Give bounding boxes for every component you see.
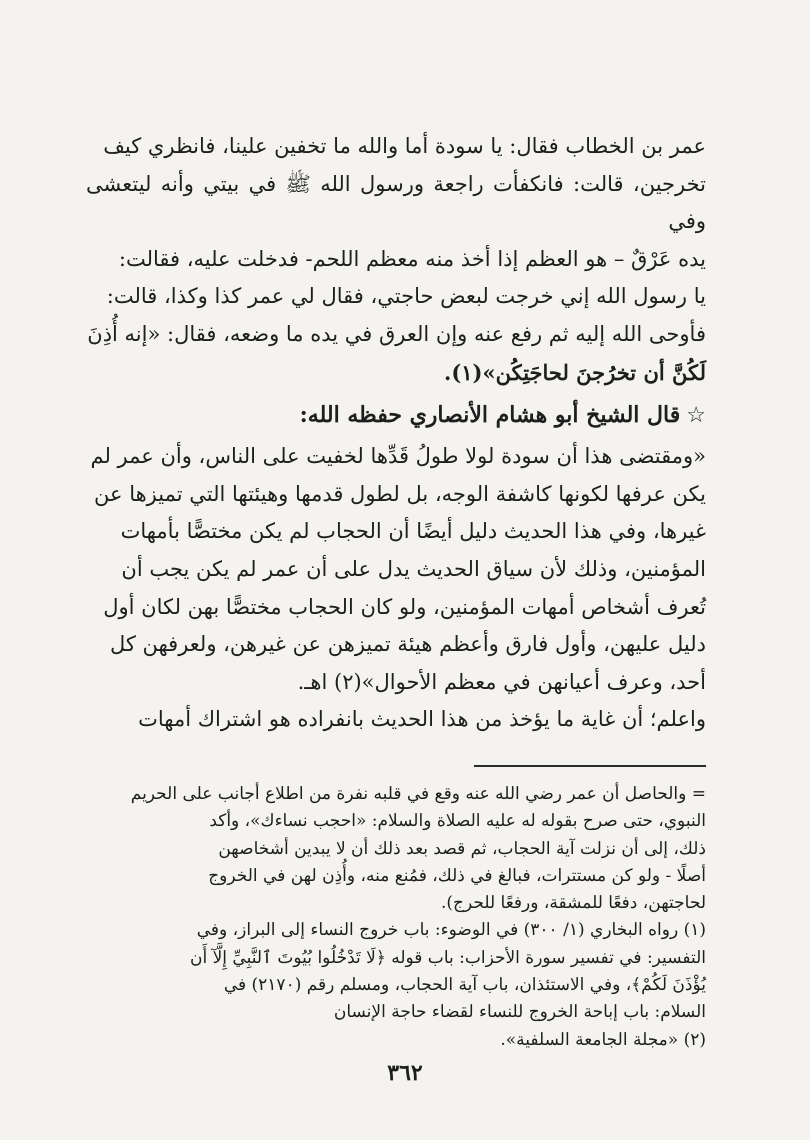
quote-line: دليل عليهن، وأول فارق وأعظم هيئة تميزهن عن غيرهن، ولعرفهن كل (109, 632, 706, 657)
text-line: يا رسول الله إني خرجت لبعض حاجتي، فقال لي عمر كذا وكذا، قالت: (106, 284, 706, 309)
text-line: عمر بن الخطاب فقال: يا سودة أما والله ما تخفين علينا، فانظري كيف (103, 134, 706, 158)
quote-line: غيرها، وفي هذا الحديث دليل أيضًا أن الحجاب لم يكن مختصًّا بأمهات (120, 519, 706, 544)
page-number: ٣٦٢ (387, 1060, 423, 1086)
footnote-line: لحاجتهن، دفعًا للمشقة، ورفعًا للحرج). (440, 893, 706, 914)
footnote-line: السلام: باب إباحة الخروج للنساء لقضاء حاجة الإنسان (333, 1002, 706, 1023)
footnote-line: = والحاصل أن عمر رضي الله عنه وقع في قلبه نفرة من اطلاع أجانب على الحريم (130, 783, 706, 804)
footnote-line: النبوي، حتى صرح بقوله له عليه الصلاة والسلام: «احجب نساءك»، وأكد (209, 811, 706, 832)
footnote-line: التفسير: في تفسير سورة الأحزاب: باب قوله ﴿لَا تَدْخُلُوا بُيُوتَ ٱلنَّبِيِّ إِلَّآ أَن (189, 947, 706, 968)
star-icon: ☆ (686, 403, 706, 429)
section-heading (86, 395, 706, 436)
quote-line: تُعرف أشخاص أمهات المؤمنين، ولو كان الحجاب مختصًّا بهن لكان أول (103, 594, 706, 619)
section-heading-text: قال الشيخ أبو هشام الأنصاري حفظه الله: (299, 402, 681, 429)
text-line: تخرجين، قالت: فانكفأت راجعة ورسول الله ﷺ في بيتي وأنه ليتعشى وفي (86, 171, 706, 234)
text-line: يده عَرْقٌ – هو العظم إذا أخذ منه معظم اللحم- فدخلت عليه، فقالت: (118, 246, 706, 271)
footnote-line: يُؤْذَنَ لَكُمْ﴾، وفي الاستئذان، باب آية الحجاب، ومسلم رقم (٢١٧٠) في (223, 974, 706, 995)
footnote-line: (٢) «مجلة الجامعة السلفية». (500, 1029, 706, 1050)
quote-line: واعلم؛ أن غاية ما يؤخذ من هذا الحديث بانفراده هو اشتراك أمهات (138, 707, 706, 732)
quote-block (86, 438, 706, 739)
quote-line: أحد، وعرف أعيانهن في معظم الأحوال»(٢) اهـ. (297, 669, 706, 694)
quote-line: «ومقتضى هذا أن سودة لولا طولُ قَدِّها لخفيت على الناس، وأن عمر لم (90, 444, 706, 469)
quote-line: يكن عرفها لكونها كاشفة الوجه، بل لطول قدمها وهيئتها التي تميزها عن (94, 481, 706, 506)
page-body (86, 128, 706, 1054)
text-line: لَكُنَّ أن تخرُجنَ لحاجَتِكُن»(١). (444, 359, 706, 385)
footnote-divider (474, 765, 706, 767)
footnote-line: (١) رواه البخاري (١/ ٣٠٠) في الوضوء: باب خروج النساء إلى البراز، وفي (196, 920, 706, 941)
main-text (86, 128, 706, 739)
footnote-line: أصلًا - ولو كن مستترات، فبالغ في ذلك، فمُنع منه، وأُذِن لهن في الخروج (208, 865, 706, 886)
text-line: فأوحى الله إليه ثم رفع عنه وإن العرق في يده ما وضعه، فقال: «إنه أُذِنَ (87, 321, 706, 346)
footnotes (86, 781, 706, 1054)
footnote-line: ذلك، إلى أن نزلت آية الحجاب، ثم قصد بعد ذلك أن لا يبدين أشخاصهن (218, 838, 706, 859)
quote-line: المؤمنين، وذلك لأن سياق الحديث يدل على أن عمر لم يكن يجب أن (121, 556, 706, 581)
